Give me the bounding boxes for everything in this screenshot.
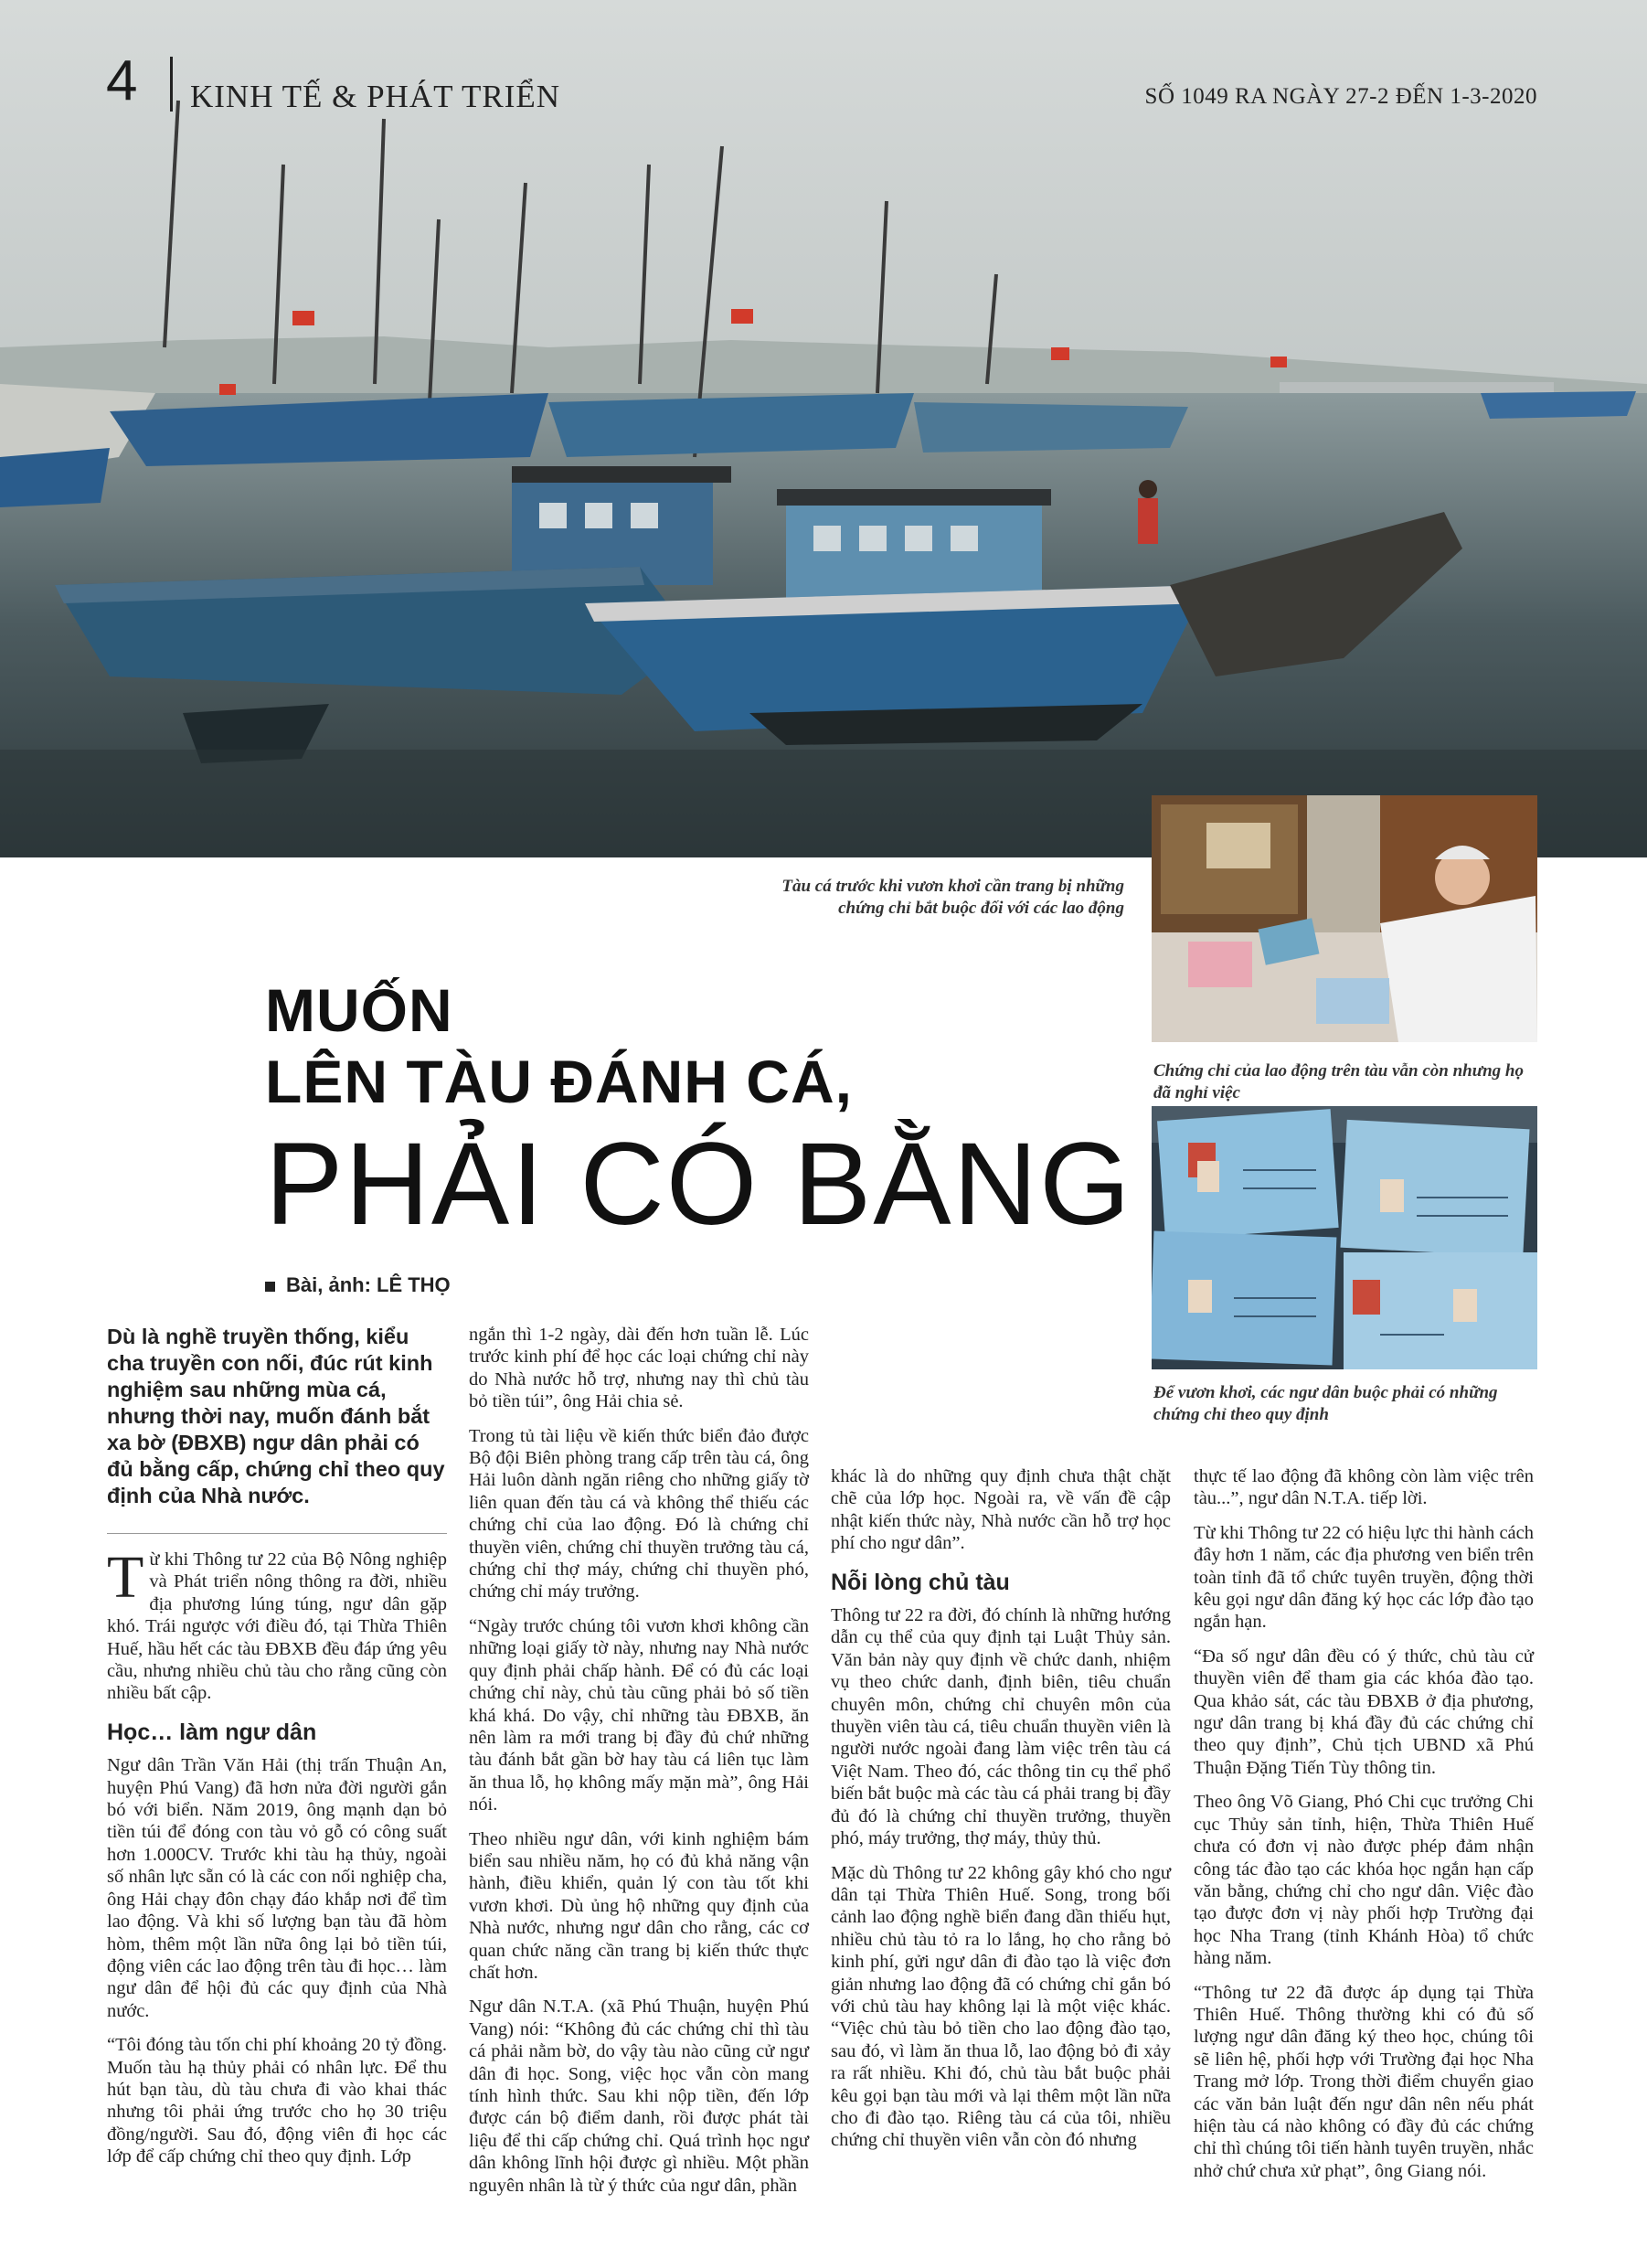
- lead-divider: [107, 1533, 447, 1534]
- byline-text: Bài, ảnh: LÊ THỌ: [286, 1273, 451, 1296]
- paragraph: khác là do những quy định chưa thật chặt chẽ của lớp học. Ngoài ra, về vấn đề cập nhật kiến thức này, Nhà nước cần hỗ trợ học phí cho ngư dân”.: [831, 1466, 1171, 1554]
- headline-line-2: LÊN TÀU ĐÁNH CÁ,: [265, 1048, 853, 1115]
- paragraph: ừ khi Thông tư 22 của Bộ Nông nghiệp và Phát triển nông thông ra đời, nhiều địa phương lúng túng, ngư dân gặp khó. Trái ngược với điều đó, tại Thừa Thiên Huế, hầu hết các tàu ĐBXB đều đáp ứng yêu cầu, nhưng nhiều chủ tàu cho rằng cũng còn nhiều bất cập.: [107, 1549, 447, 1704]
- article-column-3: [831, 1465, 1171, 2164]
- photo-man-with-certificates: [1152, 795, 1537, 1042]
- subheading-noi-long-chu-tau: Nỗi lòng chủ tàu: [831, 1569, 1010, 1595]
- header-divider: [170, 57, 173, 112]
- paragraph: thực tế lao động đã không còn làm việc trên tàu...”, ngư dân N.T.A. tiếp lời.: [1194, 1466, 1534, 1509]
- paragraph: Trong tủ tài liệu về kiến thức biển đảo được Bộ đội Biên phòng trang cấp trên tàu cá, ông Hải luôn dành ngăn riêng cho những giấy tờ liên quan đến tàu cá và không thể thiếu các chứng chỉ của lao động. Đó là chứng chỉ thuyền viên, chứng chỉ thuyền trưởng tàu cá, chứng chỉ thợ máy, chứng chỉ thuyền phó, chứng chỉ máy trưởng.: [469, 1425, 809, 1603]
- paragraph: Mặc dù Thông tư 22 không gây khó cho ngư dân tại Thừa Thiên Huế. Song, trong bối cảnh lao động nghề biển đang dần thiếu hụt, nhiều chủ tàu tỏ ra lo lắng, họ cho rằng bỏ kinh phí, gửi ngư dân đi đào tạo là việc đơn giản nhưng lao động đã có chứng chỉ gắn bó với chủ tàu hay không lại là một việc khác. “Việc chủ tàu bỏ tiền cho lao động đào tạo, sau đó, vì làm ăn thua lỗ, lao động bỏ đi xảy ra rất nhiều. Khi đó, chủ tàu bắt buộc phải kêu gọi bạn tàu mới và lại thêm một lần nữa cho đi đào tạo. Riêng tàu cá của tôi, nhiều chứng chỉ thuyền viên vẫn còn đó nhưng: [831, 1862, 1171, 2151]
- main-photo-caption: Tàu cá trước khi vươn khơi cần trang bị những chứng chỉ bắt buộc đối với các lao động: [781, 877, 1124, 918]
- paragraph: Theo ông Võ Giang, Phó Chi cục trưởng Chi cục Thủy sản tỉnh, hiện, Thừa Thiên Huế chưa có đơn vị nào được phép đảm nhận công tác đào tạo các khóa học ngắn hạn cấp văn bằng, chứng chỉ cho ngư dân. Việc đào tạo được đơn vị này phối hợp Trường đại học Nha Trang (tỉnh Khánh Hòa) tổ chức hàng năm.: [1194, 1792, 1534, 1969]
- headline-line-1: MUỐN: [265, 976, 453, 1044]
- article-column-2: [469, 1324, 809, 2209]
- photo-2-caption: Chứng chỉ của lao động trên tàu vẫn còn nhưng họ đã nghỉ việc: [1153, 1061, 1524, 1102]
- main-photo-fishing-boats: [0, 0, 1647, 857]
- paragraph: “Thông tư 22 đã được áp dụng tại Thừa Thiên Huế. Thông thường khi có đủ số lượng ngư dân đăng ký theo học, chúng tôi sẽ liên hệ, phối hợp với Trường đại học Nha Trang mở lớp. Trong thời điểm chuyển giao các văn bản luật đến ngư dân nên nếu phát hiện tàu cá nào không có đầy đủ các chứng chỉ thì chúng tôi tiến hành tuyên truyền, nhắc nhở chứ chưa xử phạt”, ông Giang nói.: [1194, 1982, 1534, 2181]
- paragraph: Ngư dân N.T.A. (xã Phú Thuận, huyện Phú Vang) nói: “Không đủ các chứng chỉ thì tàu cá phải nằm bờ, do vậy tàu nào cũng cử ngư dân đi học. Song, việc học vẫn còn mang tính hình thức. Sau khi nộp tiền, đến lớp được cán bộ điểm danh, rồi được phát tài liệu để thi cấp chứng chỉ. Quá trình học ngư dân không lĩnh hội được gì nhiều. Một phần nguyên nhân là từ ý thức của ngư dân, phần: [469, 1996, 809, 2196]
- paragraph: Thông tư 22 ra đời, đó chính là những hướng dẫn cụ thể của quy định tại Luật Thủy sản. Văn bản này quy định về chức danh, nhiệm vụ theo chức danh, định biên, tiêu chuẩn chuyên môn, chứng chỉ chuyên môn của thuyền viên tàu cá, tiêu chuẩn thuyền viên là người nước ngoài đang làm việc trên tàu cá Việt Nam. Theo đó, các thông tin cụ thể phổ biến bắt buộc mà các tàu cá phải trang bị đầy đủ đó là chứng chỉ thuyền trưởng, thuyền phó, máy trưởng, thợ máy, thủy thủ.: [831, 1605, 1171, 1849]
- page-number: 4: [106, 49, 138, 112]
- paragraph: “Đa số ngư dân đều có ý thức, chủ tàu cử thuyền viên để tham gia các khóa đào tạo. Qua khảo sát, các tàu ĐBXB ở địa phương, ngư dân trang bị khá đầy đủ các chứng chỉ theo quy định”, Chủ tịch UBND xã Phú Thuận Đặng Tiến Tùy thông tin.: [1194, 1645, 1534, 1778]
- paragraph: “Tôi đóng tàu tốn chi phí khoảng 20 tỷ đồng. Muốn tàu hạ thủy phải có nhân lực. Để thu hút bạn tàu, dù tàu chưa đi vào khai thác nhưng tôi phải ứng trước cho họ 30 triệu đồng/người. Sau đó, động viên đi học các lớp để cấp chứng chỉ theo quy định. Lớp: [107, 2035, 447, 2167]
- byline: [265, 1273, 451, 1297]
- article-column-4: [1194, 1465, 1534, 2194]
- section-title: KINH TẾ & PHÁT TRIỂN: [190, 79, 560, 114]
- article-column-1: [107, 1324, 447, 2180]
- lead-paragraph: Dù là nghề truyền thống, kiểu cha truyền con nối, đúc rút kinh nghiệm sau những mùa cá, nhưng thời nay, muốn đánh bắt xa bờ (ĐBXB) ngư dân phải có đủ bằng cấp, chứng chỉ theo quy định của Nhà nước.: [107, 1325, 445, 1507]
- headline-line-3: PHẢI CÓ BẰNG: [265, 1119, 1132, 1250]
- paragraph: ngắn thì 1-2 ngày, dài đến hơn tuần lễ. Lúc trước kinh phí để học các loại chứng chỉ này do Nhà nước hỗ trợ, nhưng nay thì chủ tàu bỏ tiền túi”, ông Hải chia sẻ.: [469, 1325, 809, 1412]
- paragraph: “Ngày trước chúng tôi vươn khơi không cần những loại giấy tờ này, nhưng nay Nhà nước quy định phải chấp hành. Để có đủ các loại chứng chỉ này, chủ tàu cũng phải bỏ số tiền khá khá. Do vậy, chỉ những tàu ĐBXB, ăn nên làm ra mới trang bị đầy đủ chứ những tàu đánh bắt gần bờ hay tàu cá liên tục làm ăn thua lỗ, họ không mấy mặn mà”, ông Hải nói.: [469, 1615, 809, 1815]
- photo-3-caption: Để vươn khơi, các ngư dân buộc phải có những chứng chỉ theo quy định: [1153, 1383, 1498, 1424]
- drop-cap: T: [107, 1544, 144, 1611]
- issue-info: SỐ 1049 RA NGÀY 27-2 ĐẾN 1-3-2020: [1144, 84, 1537, 109]
- paragraph: Từ khi Thông tư 22 có hiệu lực thi hành cách đây hơn 1 năm, các địa phương ven biển trên toàn tỉnh đã tổ chức tuyên truyền, động thời kêu gọi ngư dân đăng ký học các lớp đào tạo ngắn hạn.: [1194, 1522, 1534, 1633]
- photo-certificate-cards: [1152, 1106, 1537, 1369]
- paragraph: Ngư dân Trần Văn Hải (thị trấn Thuận An, huyện Phú Vang) đã hơn nửa đời người gắn bó với biển. Năm 2019, ông mạnh dạn bỏ tiền túi để đóng con tàu vỏ gỗ có công suất hơn 1.000CV. Trước khi tàu hạ thủy, ngoài số nhân lực sẵn có là các con nối nghiệp cha, ông Hải chạy đôn chạy đáo khắp nơi để tìm lao động. Và khi số lượng bạn tàu đã hòm hòm, thêm một lần nữa ông lại bỏ tiền túi, động viên các lao động trên tàu đi học… làm ngư dân để hội đủ các quy định của Nhà nước.: [107, 1755, 447, 2021]
- bullet-square-icon: [265, 1282, 275, 1292]
- subheading-hoc-lam-ngu-dan: Học… làm ngư dân: [107, 1719, 317, 1745]
- paragraph: Theo nhiều ngư dân, với kinh nghiệm bám biển sau nhiều năm, họ có đủ khả năng vận hành, điều khiển, quản lý con tàu tốt khi vươn khơi. Dù ủng hộ những quy định của Nhà nước, nhưng ngư dân cho rằng, các cơ quan chức năng cần trang bị kiến thức thực chất hơn.: [469, 1828, 809, 1983]
